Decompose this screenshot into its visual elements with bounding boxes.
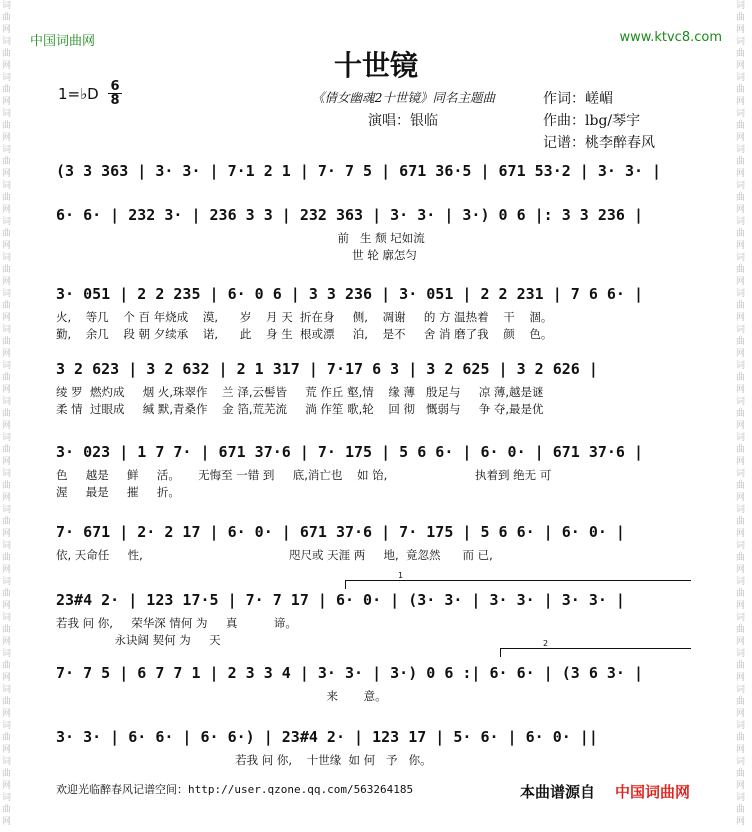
volta-2: 2 <box>500 648 691 657</box>
watermark-text: 词曲网 <box>736 325 746 359</box>
watermark-text: 词曲网 <box>736 577 746 611</box>
watermark-text: 词曲网 <box>2 289 12 323</box>
watermark-text: 词曲网 <box>2 793 12 827</box>
footer-text: 欢迎光临醉春风记谱空间：http://user.qzone.qq.com/563264185 <box>56 783 414 796</box>
watermark-text: 词曲网 <box>2 253 12 287</box>
lyric-line: 若我 问 你, 荣华深 情何 为 真 谛。 <box>56 616 297 630</box>
lyric-line: 来 意。 <box>56 689 387 703</box>
transcriber-credit: 记谱：桃李醉春风 <box>543 135 655 151</box>
watermark-text: 词曲网 <box>736 649 746 683</box>
watermark-text: 词曲网 <box>736 469 746 503</box>
lyric-line: 渥 最是 摧 折。 <box>56 485 180 499</box>
site-url[interactable]: www.ktvc8.com <box>619 30 722 45</box>
lyric-line: 前 生 颓 圮如流 <box>56 231 425 245</box>
notation-row: 3 2 623 | 3 2 632 | 2 1 317 | 7·17 6 3 | 3 2 625 | 3 2 626 | <box>56 360 598 378</box>
watermark-text: 词曲网 <box>736 37 746 71</box>
watermark-text: 词曲网 <box>2 649 12 683</box>
lyricist-credit: 作词：嵯嵋 <box>543 91 613 107</box>
composer-credit: 作曲：lbg/琴宇 <box>543 113 641 129</box>
watermark-text: 词曲网 <box>2 685 12 719</box>
side-watermark-right <box>736 0 750 832</box>
notation-row: 23#4 2· | 123 17·5 | 7· 7 17 | 6· 0· | (3· 3· | 3· 3· | 3· 3· | <box>56 591 625 609</box>
lyric-line: 色 越是 鲜 活。 无悔至 一错 到 底,消亡也 如 饴, 执着到 绝无 可 <box>56 468 552 482</box>
watermark-text: 词曲网 <box>736 685 746 719</box>
lyric-line: 永诀阔 契何 为 天 <box>56 633 221 647</box>
watermark-text: 词曲网 <box>736 1 746 35</box>
watermark-text: 词曲网 <box>2 721 12 755</box>
watermark-text: 词曲网 <box>736 109 746 143</box>
watermark-text: 词曲网 <box>736 181 746 215</box>
watermark-text: 词曲网 <box>736 613 746 647</box>
watermark-text: 词曲网 <box>736 721 746 755</box>
watermark-text: 词曲网 <box>2 613 12 647</box>
time-signature <box>108 80 122 107</box>
watermark-text: 词曲网 <box>736 145 746 179</box>
notation-row: 3· 051 | 2 2 235 | 6· 0 6 | 3 3 236 | 3· 051 | 2 2 231 | 7 6 6· | <box>56 285 643 303</box>
watermark-text: 词曲网 <box>2 37 12 71</box>
site-name[interactable]: 中国词曲网 <box>30 34 96 49</box>
source-label: 本曲谱源自 <box>520 783 596 801</box>
song-subtitle: 《倩女幽魂2十世镜》同名主题曲 <box>312 90 495 105</box>
notation-row: 3· 3· | 6· 6· | 6· 6·) | 23#4 2· | 123 17 | 5· 6· | 6· 0· || <box>56 728 598 746</box>
lyric-line: 绫 罗 燃灼成 烟 火,珠翠作 兰 泽,云髻皆 荒 作丘 壑,情 缘 薄 殷足与 凉 薄,越是谜 <box>56 385 544 399</box>
lyric-line: 世 轮 廓怎匀 <box>56 248 417 262</box>
watermark-text: 词曲网 <box>2 1 12 35</box>
lyric-line: 勤, 余几 段 朝 夕续承 诺, 此 身 生 根或漂 泊, 是不 舍 消 磨了我 颜 色。 <box>56 327 553 341</box>
watermark-text: 词曲网 <box>2 217 12 251</box>
lyric-line: 若我 问 你, 十世缘 如 何 予 你。 <box>56 753 432 767</box>
watermark-text: 词曲网 <box>2 325 12 359</box>
lyric-line: 柔 情 过眼成 缄 默,青桑作 金 箔,荒芜流 淌 作笙 歌,轮 回 彻 慨弱与 争 夺,最是优 <box>56 402 544 416</box>
meter-bottom: 8 <box>108 93 122 107</box>
watermark-text: 词曲网 <box>736 757 746 791</box>
volta-1: 1 <box>345 580 691 589</box>
watermark-text: 词曲网 <box>2 433 12 467</box>
watermark-text: 词曲网 <box>2 469 12 503</box>
watermark-text: 词曲网 <box>2 145 12 179</box>
notation-row: 3· 023 | 1 7 7· | 671 37·6 | 7· 175 | 5 6 6· | 6· 0· | 671 37·6 | <box>56 443 643 461</box>
source-credit <box>520 781 690 802</box>
watermark-text: 词曲网 <box>2 541 12 575</box>
lyric-line: 依, 天命任 性, 咫尺或 天涯 两 地, 竟忽然 而 已, <box>56 548 493 562</box>
notation-row: (3 3 363 | 3· 3· | 7·1 2 1 | 7· 7 5 | 671 36·5 | 671 53·2 | 3· 3· | <box>56 162 662 180</box>
notation-row: 7· 7 5 | 6 7 7 1 | 2 3 3 4 | 3· 3· | 3·) 0 6 :| 6· 6· | (3 6 3· | <box>56 664 643 682</box>
watermark-text: 词曲网 <box>736 289 746 323</box>
singer-credit: 演唱：银临 <box>368 113 438 129</box>
watermark-text: 词曲网 <box>2 109 12 143</box>
watermark-text: 词曲网 <box>2 73 12 107</box>
watermark-text: 词曲网 <box>736 217 746 251</box>
source-site[interactable]: 中国词曲网 <box>615 783 691 801</box>
key-signature: 1=♭D <box>58 85 99 103</box>
meter-top: 6 <box>110 79 120 94</box>
watermark-text: 词曲网 <box>736 361 746 395</box>
watermark-text: 词曲网 <box>2 181 12 215</box>
song-title: 十世镜 <box>333 49 418 82</box>
watermark-text: 词曲网 <box>736 73 746 107</box>
watermark-text: 词曲网 <box>736 433 746 467</box>
watermark-text: 词曲网 <box>736 505 746 539</box>
watermark-text: 词曲网 <box>736 397 746 431</box>
watermark-text: 词曲网 <box>2 397 12 431</box>
watermark-text: 词曲网 <box>2 577 12 611</box>
notation-row: 7· 671 | 2· 2 17 | 6· 0· | 671 37·6 | 7· 175 | 5 6 6· | 6· 0· | <box>56 523 625 541</box>
lyric-line: 火, 等几 个 百 年烧成 漠, 岁 月 天 折在身 侧, 凋谢 的 方 温热着 干 涸。 <box>56 310 553 324</box>
watermark-text: 词曲网 <box>2 757 12 791</box>
side-watermark-left <box>2 0 16 832</box>
watermark-text: 词曲网 <box>736 793 746 827</box>
watermark-text: 词曲网 <box>2 361 12 395</box>
notation-row: 6· 6· | 232 3· | 236 3 3 | 232 363 | 3· 3· | 3·) 0 6 |: 3 3 236 | <box>56 206 643 224</box>
watermark-text: 词曲网 <box>2 505 12 539</box>
watermark-text: 词曲网 <box>736 253 746 287</box>
watermark-text: 词曲网 <box>736 541 746 575</box>
